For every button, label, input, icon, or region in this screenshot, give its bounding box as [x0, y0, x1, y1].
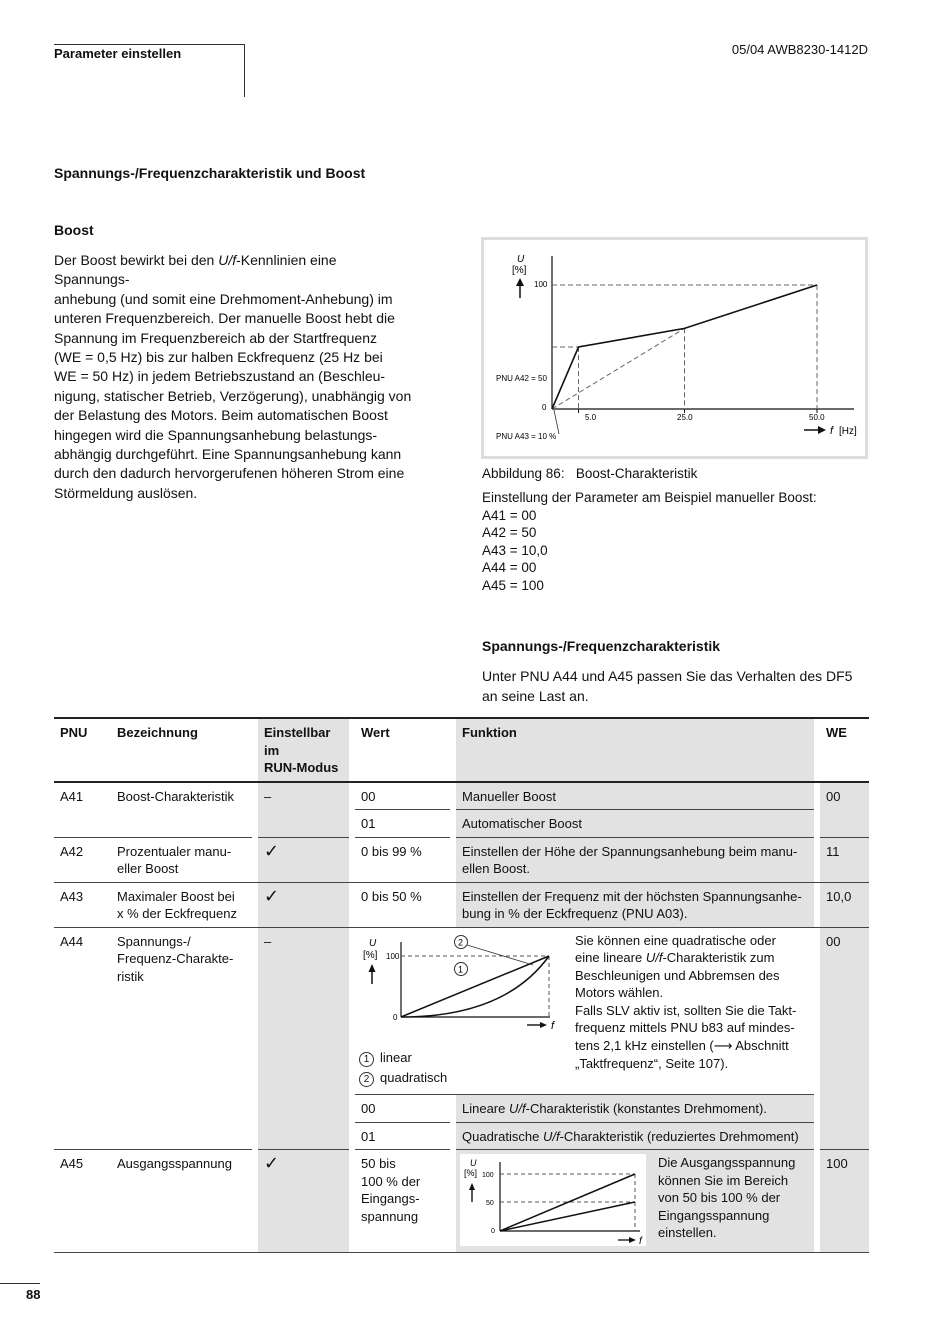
pnu-cell: A43 [54, 882, 111, 927]
mini-u-label: U [369, 937, 377, 949]
example-line: A42 = 50 [482, 525, 537, 540]
boost-line: WE = 50 Hz) in jedem Betriebszustand an (Beschleu- [54, 368, 386, 385]
x-tick-label: 5.0 [585, 413, 597, 422]
mini-f-label: f [551, 1019, 555, 1032]
table-row-a42 [54, 837, 869, 882]
name-cell: Boost-Charakteristik [111, 782, 252, 838]
page-number-rule [0, 1283, 40, 1284]
function-cell: Einstellen der Frequenz mit der höchsten Spannungsanhe- bung in % der Eckfrequenz (PNU A03). [456, 882, 814, 927]
mini-tick-50: 50 [486, 1200, 494, 1207]
pnu-a42-label: PNU A42 = 50 [496, 374, 547, 383]
example-line: A43 = 10,0 [482, 542, 548, 558]
function-cell [456, 1150, 814, 1253]
boost-line: anhebung (und somit eine Drehmoment-Anhebung) im [54, 290, 393, 307]
mini-tick-100: 100 [386, 951, 400, 961]
example-line: A44 = 00 [482, 560, 537, 575]
mini-unit-label: [%] [464, 1168, 478, 1178]
figure-caption [482, 465, 697, 483]
mini-u-label: U [470, 1158, 477, 1168]
marker-1-label: 1 [458, 964, 464, 974]
boost-line: (WE = 0,5 Hz) bis zur halben Eckfrequenz (25 Hz bei [54, 349, 383, 366]
name-cell: Spannungs-/ Frequenz-Charakte- ristik [111, 927, 252, 1150]
vf-paragraph [482, 666, 852, 706]
vf-line: Unter PNU A44 und A45 passen Sie das Verhalten des DF5 [482, 668, 853, 684]
a44-mini-chart [355, 932, 569, 1044]
run-cell [258, 882, 349, 927]
pnu-cell: A44 [54, 927, 111, 1150]
example-block [482, 489, 817, 594]
check-icon: ✓ [264, 1153, 280, 1173]
y-tick-0: 0 [542, 403, 547, 412]
boost-line: Störmeldung auslösen. [54, 484, 198, 501]
function-cell: Manueller Boost [456, 782, 814, 810]
we-cell: 00 [820, 927, 869, 1150]
col-header-pnu: PNU [54, 718, 111, 782]
run-cell [258, 837, 349, 882]
table-header-row [54, 718, 869, 782]
y-axis-arrowhead [516, 278, 524, 286]
boost-chart-frame [481, 237, 868, 459]
x-axis-label: f [830, 425, 834, 437]
vf-line: an seine Last an. [482, 688, 589, 704]
document-reference: 05/04 AWB8230-1412D [731, 42, 868, 57]
a45-description: Die Ausgangsspannung können Sie im Bereich von 50 bis 100 % der Eingangsspannung einstellen. [658, 1155, 796, 1241]
pnu-a43-label: PNU A43 = 10 % [496, 432, 557, 441]
marker-2-label: 2 [458, 937, 464, 947]
run-cell: – [258, 782, 349, 838]
y-axis-unit: [%] [512, 265, 527, 276]
page-number: 88 [26, 1287, 41, 1302]
we-cell: 100 [820, 1150, 869, 1253]
parameter-table [54, 717, 869, 1253]
y-axis-label: U [517, 254, 525, 265]
pnu-a43-leader [554, 410, 559, 434]
boost-line: nigung, statischer Betrieb, Verzögerung), unabhängig von [54, 387, 412, 404]
function-cell: Lineare U/f-Charakteristik (konstantes Drehmoment). [456, 1095, 814, 1123]
boost-line: Spannung im Frequenzbereich ab der Startfrequenz [54, 329, 377, 346]
a44-legend [355, 1048, 569, 1088]
col-header-value: Wert [355, 718, 450, 782]
table-row-a43 [54, 882, 869, 927]
run-cell [258, 1150, 349, 1253]
boost-paragraph [54, 251, 414, 503]
mini-tick-100: 100 [482, 1172, 494, 1179]
we-cell: 11 [820, 837, 869, 882]
boost-line: der Belastung des Motors. Beim automatischen Boost [54, 407, 388, 424]
function-cell: Automatischer Boost [456, 810, 814, 838]
value-cell: 00 [355, 782, 450, 810]
caption-label: Abbildung 86: [482, 466, 565, 481]
value-cell: 0 bis 50 % [355, 882, 450, 927]
value-cell: 01 [355, 1122, 450, 1150]
y-tick-100: 100 [534, 280, 548, 289]
value-cell: 00 [355, 1095, 450, 1123]
section-header: Parameter einstellen [54, 46, 182, 61]
function-cell: Quadratische U/f-Charakteristik (reduziertes Drehmoment) [456, 1122, 814, 1150]
boost-line: durch den dadurch hervorgerufenen höheren Strom eine [54, 465, 405, 482]
name-cell: Ausgangsspannung [111, 1150, 252, 1253]
value-cell: 0 bis 99 % [355, 837, 450, 882]
x-axis-unit: [Hz] [839, 426, 857, 437]
boost-line: unteren Frequenzbereich. Der manuelle Boost hebt die [54, 310, 395, 327]
function-cell: Einstellen der Höhe der Spannungsanhebung beim manu- ellen Boost. [456, 837, 814, 882]
x-axis-arrowhead [818, 426, 826, 434]
boost-line: Der Boost bewirkt bei den U/f-Kennlinien eine Spannungs- [54, 252, 337, 288]
pnu-cell: A42 [54, 837, 111, 882]
section-title: Spannungs-/Frequenzcharakteristik und Boost [54, 165, 366, 181]
caption-text: Boost-Charakteristik [575, 466, 698, 481]
mini-f-label: f [639, 1236, 642, 1246]
example-intro: Einstellung der Parameter am Beispiel manueller Boost: [482, 490, 817, 505]
example-line: A41 = 00 [482, 507, 537, 523]
circled-number-icon: 2 [359, 1072, 374, 1087]
x-tick-label: 25.0 [677, 413, 693, 422]
mini-tick-0: 0 [491, 1228, 495, 1235]
a44-description: Sie können eine quadratische oder eine lineare U/f-Charakteristik zum Beschleunigen und Abbremsen des Motors wählen. Falls SLV aktiv ist, sollten Sie die Takt- frequenz mittels PNU b83 auf mindes- tens 2,1 kHz einstellen (⟶ Abschnitt „Taktfrequenz“, Seite 107). [575, 932, 797, 1071]
we-cell: 10,0 [820, 882, 869, 927]
x-tick-label: 50.0 [809, 413, 825, 422]
example-line: A45 = 100 [482, 577, 544, 593]
boost-line: hingegen wird die Spannungsanhebung belastungs- [54, 426, 378, 443]
boost-chart-marks [552, 285, 817, 434]
check-icon: ✓ [264, 885, 280, 906]
mini-unit-label: [%] [363, 949, 378, 961]
col-header-we: WE [820, 718, 869, 782]
pnu-cell: A41 [54, 782, 111, 838]
check-icon: ✓ [264, 840, 280, 861]
table-row-a41 [54, 782, 869, 810]
table-row-a45 [54, 1150, 869, 1253]
table-row-a44 [54, 927, 869, 1095]
col-header-run: Einstellbar im RUN-Modus [258, 718, 349, 782]
a45-mini-chart [460, 1154, 650, 1246]
col-header-function: Funktion [456, 718, 814, 782]
we-cell: 00 [820, 782, 869, 838]
boost-line: abhängig durchgeführt. Eine Spannungsanhebung kann [54, 446, 402, 463]
pnu-cell: A45 [54, 1150, 111, 1253]
a44-mini-chart-block [355, 932, 569, 1089]
a44-graphic-cell [355, 927, 814, 1095]
value-cell: 50 bis 100 % der Eingangs- spannung [355, 1150, 450, 1253]
mini-tick-0: 0 [393, 1012, 398, 1022]
legend-quadratic: 2 quadratisch [359, 1068, 569, 1088]
name-cell: Maximaler Boost bei x % der Eckfrequenz [111, 882, 252, 927]
vf-heading: Spannungs-/Frequenzcharakteristik [482, 638, 721, 654]
circled-number-icon: 1 [359, 1052, 374, 1067]
value-cell: 01 [355, 810, 450, 838]
name-cell: Prozentualer manu- eller Boost [111, 837, 252, 882]
legend-linear: 1 linear [359, 1048, 569, 1068]
boost-chart [484, 240, 865, 456]
boost-heading: Boost [54, 222, 94, 238]
run-cell: – [258, 927, 349, 1150]
col-header-name: Bezeichnung [111, 718, 252, 782]
